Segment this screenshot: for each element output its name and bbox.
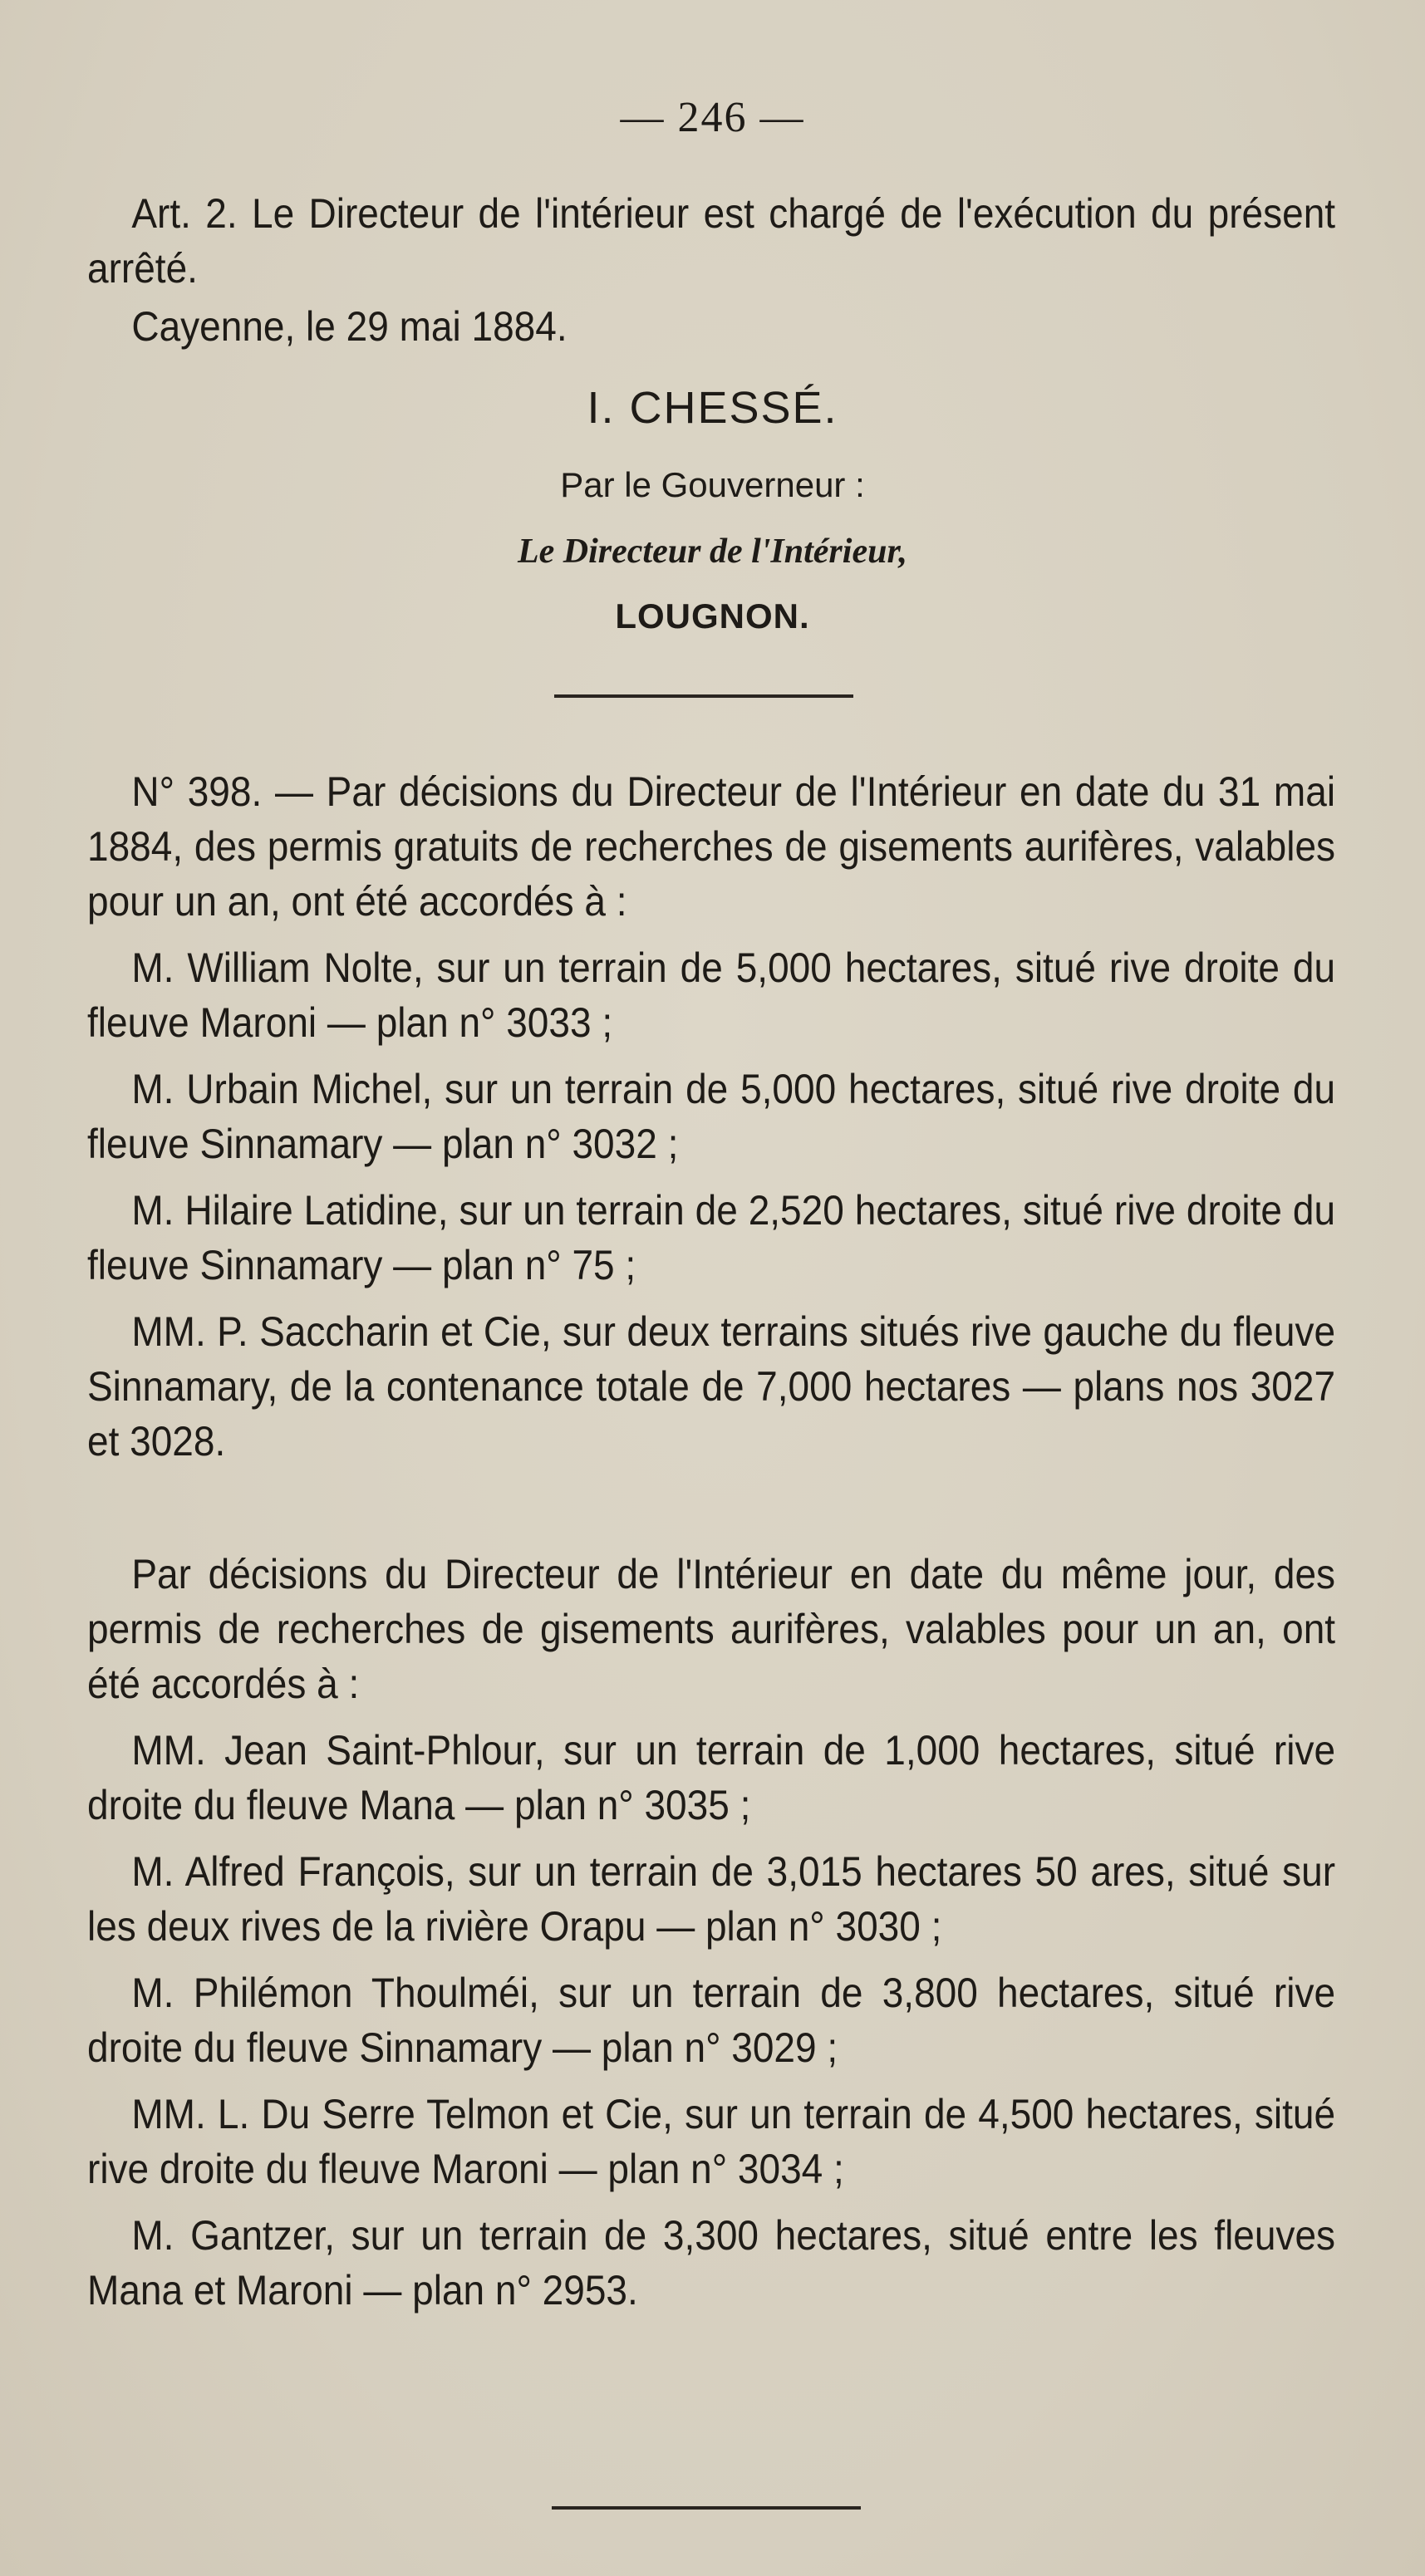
list-item: MM. P. Saccharin et Cie, sur deux terrains situés rive gauche du fleuve Sinnamary, de la contenance totale de 7,000 hectares — plans nos 3027 et 3028. <box>87 1308 1336 1465</box>
section-divider <box>554 694 853 698</box>
end-rule <box>552 2506 861 2510</box>
list-item: MM. L. Du Serre Telmon et Cie, sur un terrain de 4,500 hectares, situé rive droite du fleuve Maroni — plan n° 3034 ; <box>87 2091 1336 2192</box>
signature-title: Le Directeur de l'Intérieur, <box>518 532 907 571</box>
list-item: M. William Nolte, sur un terrain de 5,000 hectares, situé rive droite du fleuve Maroni — plan n° 3033 ; <box>87 945 1336 1046</box>
signature-name: I. CHESSÉ. <box>587 383 838 433</box>
place-date: Cayenne, le 29 mai 1884. <box>131 303 568 350</box>
section-398-intro <box>87 764 1335 929</box>
section-2-intro: Par décisions du Directeur de l'Intérieur en date du même jour, des permis de recherches de gisements aurifères, valables pour un an, ont été accordés à : <box>87 1551 1336 1707</box>
section-398-intro-text: — Par décisions du Directeur de l'Intérieur en date du 31 mai 1884, des permis gratuits de recherches de gisements aurifères, valables pour un an, ont été accordés à : <box>87 768 1336 925</box>
section-number: N° 398. <box>131 768 263 815</box>
section-398 <box>87 764 1335 1469</box>
page-number: — 246 — <box>620 94 805 141</box>
list-item: M. Hilaire Latidine, sur un terrain de 2,520 hectares, situé rive droite du fleuve Sinnamary — plan n° 75 ; <box>87 1187 1336 1288</box>
list-item: M. Urbain Michel, sur un terrain de 5,000 hectares, situé rive droite du fleuve Sinnamary — plan n° 3032 ; <box>87 1066 1336 1167</box>
list-item: MM. Jean Saint-Phlour, sur un terrain de 1,000 hectares, situé rive droite du fleuve Mana — plan n° 3035 ; <box>87 1727 1336 1828</box>
list-item: M. Gantzer, sur un terrain de 3,300 hectares, situé entre les fleuves Mana et Maroni — plan n° 2953. <box>87 2212 1336 2313</box>
signatory-name: LOUGNON. <box>615 596 810 635</box>
list-item: M. Alfred François, sur un terrain de 3,015 hectares 50 ares, situé sur les deux rives de la rivière Orapu — plan n° 3030 ; <box>87 1848 1336 1950</box>
section-2 <box>87 1547 1335 2318</box>
article-2 <box>87 186 1335 354</box>
article-2-text: Art. 2. Le Directeur de l'intérieur est chargé de l'exécution du présent arrêté. <box>87 190 1336 292</box>
signature-by: Par le Gouverneur : <box>560 465 865 504</box>
list-item: M. Philémon Thoulméi, sur un terrain de 3,800 hectares, situé rive droite du fleuve Sinnamary — plan n° 3029 ; <box>87 1970 1336 2071</box>
